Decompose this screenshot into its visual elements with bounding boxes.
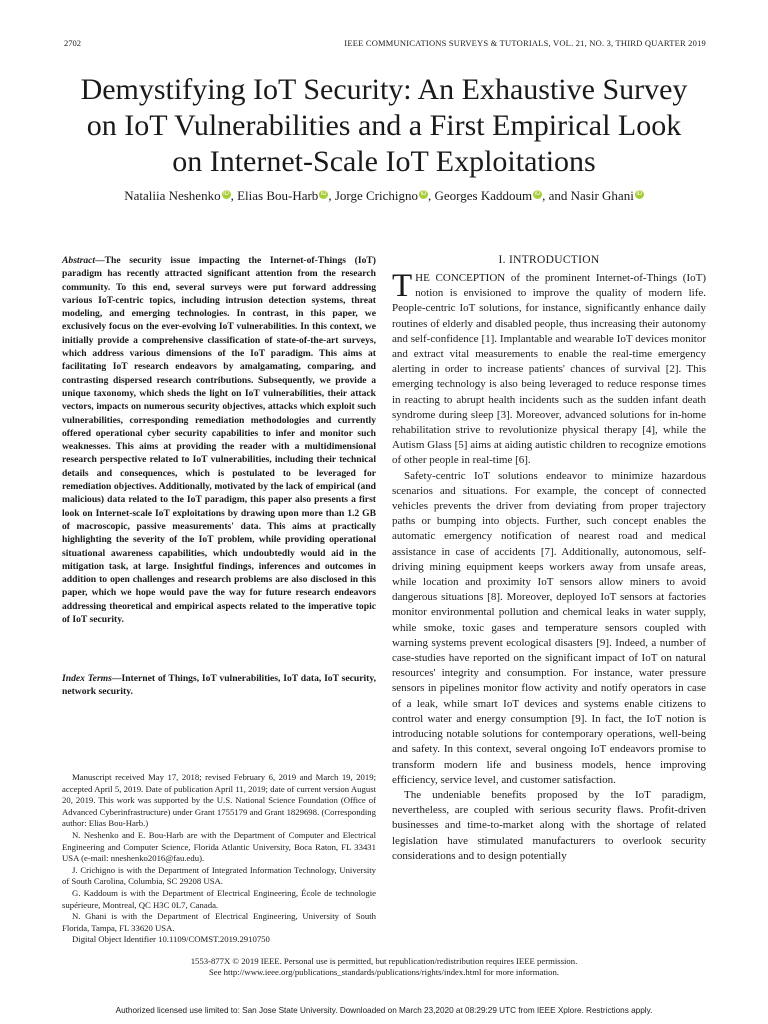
paragraph: Safety-centric IoT solutions endeavor to minimize hazardous scenarios and situations. For example, the concept of connected vehicles prevents the driver from deviating from proper trajectory paths or bumping into objects. Further, such concept enables the automatic emergency notification of nearest road and medical assistance in case of accidents [7]. Additionally, autonomous, self-driving mining equipment keeps workers away from unsafe areas, while location and proximity IoT sensors allow miners to avoid dangerous situations [8]. Moreover, deployed IoT sensors at factories monitor environmental pollution and chemical leaks in water supply, while smoke, toxic gases and temperature sensors coupled with warning systems prevent ecological disasters [9]. Indeed, a number of case-studies have reported on the significant impact of IoT on natural resources' integrity and consumption. For instance, water pressure sensors in pipelines monitor flow activity and notify operators in case of a leak, while smart IoT devices and systems enable citizens to control water and energy consumption [9]. In fact, the IoT notion is introducing notable solutions for contemporary operations, well-being and safety. In this context, several ongoing IoT endeavors promise to transform modern life and business models, hence improving efficiency, service level, and customer satisfaction.: [392, 469, 706, 786]
abstract-text: —The security issue impacting the Internet-of-Things (IoT) paradigm has recently attracted significant attention from the research community. To this end, several surveys were put forward addressing various IoT-centric topics, including intrusion detection systems, threat modeling, and emerging technologies. In contrast, in this paper, we exclusively focus on the ever-evolving IoT vulnerabilities. In this context, we initially provide a comprehensive classification of state-of-the-art surveys, which address various dimensions of the IoT paradigm. This aims at facilitating IoT research endeavors by amalgamating, comparing, and contrasting dispersed research contributions. Subsequently, we provide a unique taxonomy, which sheds the light on IoT vulnerabilities, their attack vectors, impacts on numerous security objectives, attacks which exploit such vulnerabilities, corresponding remediation methodologies and currently offered operational cyber security capabilities to infer and monitor such weaknesses. This aims at providing the reader with a multidimensional research perspective related to IoT vulnerabilities, including their technical details and consequences, which is postulated to be leveraged for remediation objectives. Additionally, motivated by the lack of empirical (and malicious) data related to the IoT paradigm, this paper also presents a first look on Internet-scale IoT exploitations by drawing upon more than 1.2 GB of macroscopic, passive measurements' data. This aims at practically highlighting the severity of the IoT problem, while providing operational situational awareness capabilities, which undoubtedly would aid in the mitigation task, at large. Insightful findings, inferences and outcomes in addition to open challenges and research problems are also disclosed in this paper, which we hope would pave the way for future research endeavors addressing theoretical and empirical aspects related to the imperative topic of IoT security.: [62, 255, 376, 626]
author-separator: , and: [542, 188, 571, 203]
orcid-icon[interactable]: iD: [223, 190, 229, 197]
title-line: on Internet-Scale IoT Exploitations: [172, 145, 596, 178]
paragraph: [392, 268, 706, 469]
author-separator: ,: [328, 188, 335, 203]
author-name: Jorge Crichigno: [334, 188, 418, 203]
drop-cap: T: [392, 268, 413, 304]
section-heading: I. INTRODUCTION: [498, 254, 600, 266]
orcid-icon[interactable]: iD: [636, 190, 643, 197]
copyright-notice: [60, 956, 708, 979]
footnote: Digital Object Identifier 10.1109/COMST.2019.2910750: [72, 934, 270, 945]
copyright-link[interactable]: See http://www.ieee.org/publications_standards/publications/rights/index.html for more information.: [208, 967, 560, 978]
abstract: [62, 254, 376, 626]
footnote: Manuscript received May 17, 2018; revised February 6, 2019 and March 19, 2019; accepted April 5, 2019. Date of publication April 11, 2019; date of current version August 20, 2019. This work was supported by the U.S. National Science Foundation (Office of Advanced Cyberinfrastructure) under Grant 1755179 and Grant 1829698. (Corresponding author: Elias Bou-Harb.): [62, 772, 376, 829]
footnote: G. Kaddoum is with the Department of Electrical Engineering, École de technologie supérieure, Montreal, QC H3C 0L7, Canada.: [62, 887, 376, 910]
author-separator: ,: [427, 188, 435, 203]
footnote: N. Neshenko and E. Bou-Harb are with the Department of Computer and Electrical Engineering and Computer Science, Florida Atlantic University, Boca Raton, FL 33431 USA (e-mail: nneshenko2016@fau.edu).: [62, 829, 376, 864]
footnote: J. Crichigno is with the Department of Integrated Information Technology, University of South Carolina, Columbia, SC 29208 USA.: [62, 864, 376, 887]
footnote: N. Ghani is with the Department of Electrical Engineering, University of South Florida, Tampa, FL 33620 USA.: [62, 911, 376, 933]
introduction-body: [392, 268, 706, 864]
title-line: on IoT Vulnerabilities and a First Empirical Look: [86, 109, 682, 142]
abstract-label: Abstract: [62, 255, 96, 266]
author-name: Nataliia Neshenko: [124, 188, 221, 203]
orcid-icon[interactable]: iD: [420, 190, 427, 197]
author-name: Nasir Ghani: [570, 188, 634, 203]
license-footer: Authorized licensed use limited to: San Jose State University. Downloaded on March 23,2020 at 08:29:29 UTC from IEEE Xplore. Restrictions apply.: [115, 1006, 653, 1015]
paragraph: The undeniable benefits proposed by the IoT paradigm, nevertheless, are coupled with serious security flaws. Profit-driven businesses and time-to-market along with the shortage of related legislation have stimulated manufacturers to overlook security considerations and to design potentially: [392, 788, 706, 862]
title-line: Demystifying IoT Security: An Exhaustive Survey: [80, 73, 688, 106]
orcid-icon[interactable]: iD: [534, 190, 541, 197]
footnotes: [62, 772, 376, 946]
index-terms-label: Index Terms: [62, 673, 112, 684]
index-terms: [62, 672, 376, 699]
author-name: Elias Bou-Harb: [237, 188, 319, 203]
author-name: Georges Kaddoum: [434, 188, 533, 203]
paragraph-text: HE CONCEPTION of the prominent Internet-of-Things (IoT) notion is envisioned to improve the quality of modern life. People-centric IoT solutions, for instance, significantly enhance daily routines of elderly and disabled people, thus increasing their autonomy and self-confidence [1]. Implantable and wearable IoT devices monitor and extract vital measurements to enable the real-time emergency alerting in order to increase patients' chances of survival [2]. This emerging technology is also being leveraged to reduce response times in reacting to abrupt health incidents such as the sudden infant death syndrome during sleep [3]. Moreover, advanced solutions for in-home rehabilitation strive to revolutionize physical therapy [4], while the Autism Glass [5] aims at aiding autistic children to recognize emotions of other people in real-time [6].: [392, 272, 706, 467]
copyright-line: 1553-877X © 2019 IEEE. Personal use is permitted, but republication/redistribution requires IEEE permission.: [190, 956, 578, 966]
author-separator: ,: [230, 188, 238, 203]
index-terms-text: —Internet of Things, IoT vulnerabilities, IoT data, IoT security, network security.: [62, 673, 376, 698]
running-header: IEEE COMMUNICATIONS SURVEYS & TUTORIALS, VOL. 21, NO. 3, THIRD QUARTER 2019: [344, 38, 706, 48]
author-list: [40, 188, 728, 204]
paper-title: [40, 72, 728, 180]
orcid-icon[interactable]: iD: [320, 190, 327, 197]
page-number: 2702: [64, 38, 81, 48]
